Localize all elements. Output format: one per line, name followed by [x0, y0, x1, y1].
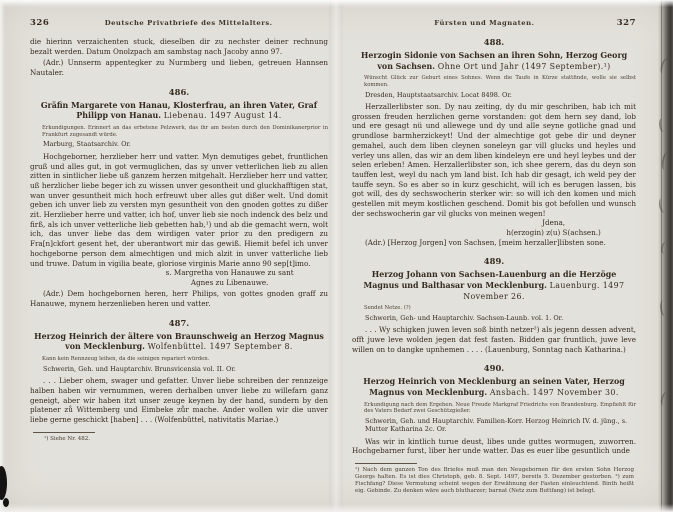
letter-address: (Adr.) [Herzog Jorgen] von Sachsen, [meim herzaller]libsten sone. [365, 237, 606, 247]
letter-section-488 [352, 37, 636, 247]
letter-signature [485, 218, 621, 237]
letter-section-486 [30, 87, 328, 309]
prev-letter-continuation: die hierinn verzaichenten stuck, dieselben dir zu nechster deiner rechnung bezalt werden. Datum Onolzpach am sambstag nach Jacoby anno 97. [30, 37, 328, 56]
page-right [336, 0, 660, 512]
signature-line: Agnes zu Libenauwe. [190, 277, 269, 287]
section-place-date: Wolfenbüttel. 1497 September 8. [147, 342, 293, 352]
letter-signature [152, 268, 307, 287]
scan-bottom-edge [0, 504, 673, 512]
section-regest: Erkundigungen. Erinnert an das erbetene Pelzwerk, das ihr am besten durch den Dominikanerprior in Frankfurt zugesandt würde. [42, 125, 328, 138]
section-place-date: Ansbach. 1497 November 30. [489, 387, 619, 397]
page-number-right: 327 [616, 18, 636, 28]
signature-line: h(erzogin) z(u) S(achsen.) [506, 228, 601, 238]
section-regest: Kann kein Rennzeug leihen, da die seinigen repariert würden. [42, 356, 210, 363]
section-place-date: Lauenburg. 1497 November 26. [463, 280, 625, 301]
section-number: 488. [483, 37, 505, 47]
footnote-right: ¹) Nach dem ganzen Ton des Briefes muß man den Neugebornen für den ersten Sohn Herzog Georgs halten. Es ist dies Christoph, geb. 8. Sept. 1497, bereits 5. Dezember gestorben. ²) zum Fischfang? Diese Vermutung scheint wegen der Erwähnung der Fasten einleuchtend. Binth heißt eig. Gebinde. Zu denken wäre auch blutharzer; barnat (Netz zum Buttfang) ist belegt. [355, 467, 634, 495]
letter-address: (Adr.) Dem hochgebornen heren, herr Philips, von gottes gnoden graff zu Hanauwe, mynem herzenlieben heren und vatter. [30, 289, 328, 309]
section-heading [32, 332, 326, 353]
letter-body: . . . Wy schigken juwen leven soß binth netzer²) als jegenn dessen advent, offt juwe leve wolden jegen dat fest fasten. Bidden gar fruntlich, juwe leve willen on to dangke upnhemen . . . . (Lauenburg, Sonntag nach Katharina.) [352, 325, 636, 354]
ink-blot [3, 498, 9, 507]
running-title-right: Fürsten und Magnaten. [434, 19, 535, 27]
letter-body: Hochgeborner, herzlieber herr und vatter. Myn demutiges gebet, fruntlichen gruß und alles gut, in got vermuglichen, das sy unver vetterlichen lieb zu allen zitten in sintlicher liebe uß ganzem herzen mitgehalt. Herzlieber herr und vatter, uß herzlicher liebe beger ich zu wissen unver gesontheit und gluckhafftigen stat, wan unver gesuntheit mich hoch erfreuwt uber alles gut dißer welt. Und domit geben ich unver lieb zu versten myn gesuntheit von den gnoden gottes zu dißer zit. Herzlieber herre und vatter, ich hof, unver lieb sie noch indenck des belz und firß, als ich unver vetterliche lieb gebetten hab,¹) und ab die gemacht wern, wolt ich, das unver liebe das dem wirdigen vater prior zu den predigern zu Fra[n]ckfort gesent het, der uberantwort mir das gewiß. Hiemit befel ich unver hochgeborne person dem almechtigen und mich alzit in unver vatterliche lieb und truwe. Datum in vigilia beate, gloriose virginis Marie anno 90 sep[t]imo. [30, 151, 328, 268]
section-heading-names: Herzog Johann von Sachsen-Lauenburg an die Herzöge Magnus und Balthasar von Mecklenburg. [363, 270, 617, 290]
scan-edge-line [661, 0, 662, 512]
section-heading-names: Herzog Heinrich von Mecklenburg an seinen Vater, Herzog Magnus von Mecklenburg. [363, 377, 625, 397]
section-heading-names: Herzog Heinrich der ältere von Braunschweig an Herzog Magnus von Mecklenburg. [34, 331, 324, 352]
section-archive: Schwerin, Geh- und Hauptarchiv. Sachsen-Launb. vol. 1. Or. [365, 313, 564, 322]
section-number: 486. [168, 86, 190, 97]
section-heading [354, 51, 634, 72]
prev-letter-address: (Adr.) Unnserm appentegker zu Nurmberg und lieben, getreuen Hannsen Nautaler. [30, 58, 328, 78]
running-title-left: Deutsche Privatbriefe des Mittelalters. [104, 19, 273, 27]
section-place-date: Liebenau. 1497 August 14. [163, 111, 282, 121]
section-heading-names: Gräfin Margarete von Hanau, Klosterfrau, an ihren Vater, Graf Philipp von Hanau. [40, 100, 318, 121]
section-heading [32, 101, 326, 122]
section-number: 490. [483, 363, 505, 374]
section-number: 489. [483, 256, 505, 267]
signature-line: s. Margretha von Hanauwe zu sant [165, 268, 294, 278]
letter-section-490 [352, 363, 636, 456]
page-number-left: 326 [30, 18, 50, 28]
letter-body: . . . Lieber ohem, swager und gefatter. Unver liebe schreiben der rennzeige halben haben wir vernummen, weren derhalben unver liebe zu willefarn ganz geneigt, aber wir haben itzt unser zeuge keynen by der hand, sundern by den platener zů Wittemberg und Eimbeke zůr mache. Ander wollen wir die unver liebe gerne geschickt [haben] . . . (Wolfenbüttel, nativitatis Mariae.) [30, 376, 328, 424]
section-heading [354, 377, 634, 398]
letter-section-489 [352, 256, 636, 354]
section-number: 487. [168, 317, 190, 328]
page-left [0, 0, 336, 512]
signature-line: Jdena, [542, 218, 566, 228]
section-heading [354, 270, 634, 302]
letter-body: Herzallerlibster son. Dy nau zeiting, dy du mir geschriben, hab ich mit grossen freuden herzlichen gerne vorstanden: got dem hern sey dand, lob und ere gesagt nü und allewege und dy und alle seyne gotliche gnad und grundlose barmherzickeyt! Und der almechtige got gebe dir und deyner gemahel, auch dem liben cleynen soneleyn gar vill glucks und heyles und verley uns allen, das wir an dem liben kindeleyn ere und heyl leybes und der selen erleben! Amen. Herzallerlibster son, ich shee gerern, das du deyn son tauffen lest, weyl du nach ym land bist. Ich hab dir gesagt, ich weld pey der tauffe seyn. So es aber so in kurz geschicht, will ich es berugen lassen, bis got will, des dy sechswocherin sterker wir: so will ich den komen und mich gestellen mit meym kostlichen geschend. Domit bis got befollen und wunsch der sechswocherin gar vil glucks von meinen wegen! [352, 102, 636, 218]
section-archive: Schwerin, Geh. und Hauptarchiv. Familien-Korr. Herzog Heinrich IV. d. jüng., s. Mutter Katharina 2c. Or. [365, 416, 628, 434]
section-regest: Wünscht Glück zur Geburt eines Sohnes. Wenn die Taufe in Kürze stattfinde, wolle sie selbst kommen. [364, 75, 636, 88]
letter-section-487 [30, 318, 328, 425]
page-gutter-shadow [329, 0, 343, 512]
section-place-date: Ohne Ort und Jahr (1497 September).¹) [437, 61, 611, 71]
section-regest: Sendet Netze. (?) [364, 305, 411, 312]
section-archive: Schwerin, Geh. und Hauptarchiv. Brunsvicensia vol. II. Or. [43, 364, 236, 373]
section-archive: Dresden, Hauptstaatsarchiv. Locat 8498. Or. [365, 90, 512, 99]
footnote-separator [355, 463, 417, 464]
running-head-right [352, 18, 636, 28]
scan-top-edge [0, 0, 673, 7]
footnote-left: ¹) Siehe Nr. 482. [44, 435, 91, 442]
footnote-separator [33, 432, 95, 433]
running-head-left [30, 18, 328, 28]
letter-body: Was wir in kintlich turue deust, libes unde guttes wormugen, zuworren. Hochgebarner furst, liber her unde watter. Das es euer libe gesuntlich unde [352, 436, 636, 456]
section-archive: Marburg, Staatsarchiv. Or. [43, 140, 131, 149]
scan-left-edge [0, 0, 5, 512]
section-heading-names: Herzogin Sidonie von Sachsen an ihren Sohn, Herzog Georg von Sachsen. [360, 51, 628, 71]
section-regest: Erkundigung nach dem Ergehen. Neue Freude Markgraf Friedrichs von Brandenburg. Empfiehlt für des Vaters Bedarf zwei Geschützgießer. [364, 401, 636, 415]
